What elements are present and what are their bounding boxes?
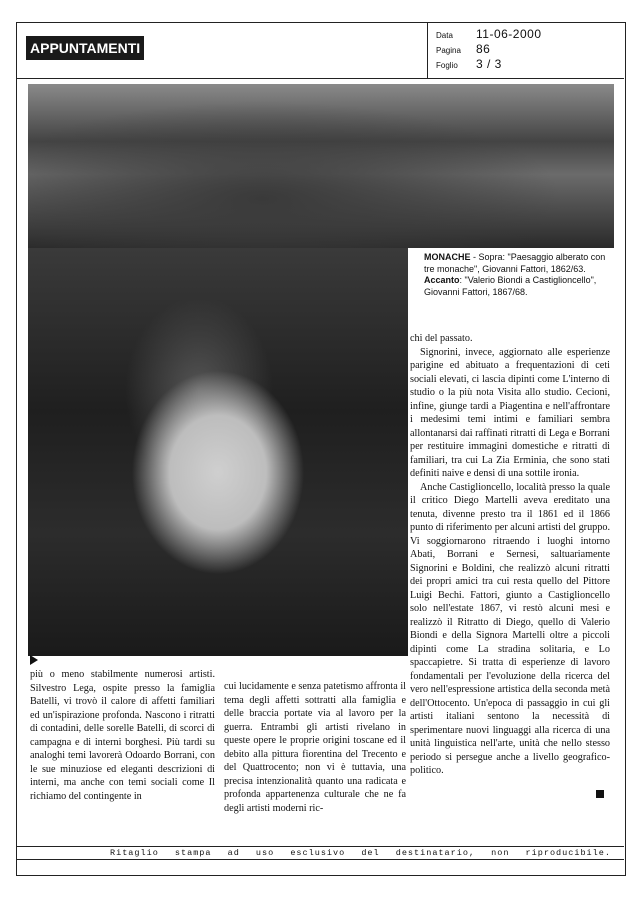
article-paragraph: più o meno stabilmente numerosi artisti. Silvestro Lega, ospite presso la famiglia Batelli, vi trovò il calore di affetti familiari ed un'ispirazione profonda. Nascono i ritratti di contadini, delle sorelle Batelli, di scorci di campagna e di interni borghesi. Più tardi su analoghi temi lavorerà Odoardo Borrani, con le sue minuziose ed eleganti descrizioni di interni, ma anche con temi sociali come Il richiamo del contingente in — [30, 669, 215, 802]
article-paragraph: cui lucidamente e senza patetismo affronta il tema degli affetti sottratti alla famiglia e delle braccia portate via al lavoro per la guerra. Entrambi gli artisti rivelano in queste opere le proprie origini toscane ed il debito alla pittura fiorentina del Trecento e del Quattrocento; non vi è tuttavia, una precisa intenzionalità quanto una radicata e profonda appartenenza culturale che ne fa degli artisti moderni ric- — [224, 681, 406, 814]
article-column-left-a — [30, 668, 215, 803]
logo-area — [16, 22, 428, 79]
painting-landscape-photo — [28, 84, 614, 248]
foglio-label: Foglio — [436, 61, 458, 70]
footer-notice: Ritaglio stampa ad uso esclusivo del destinatario, non riproducibile. — [110, 848, 611, 858]
caption-accanto: Accanto — [424, 275, 460, 285]
caption-title: MONACHE — [424, 252, 471, 262]
foglio-value: 3 / 3 — [476, 57, 502, 71]
meta-foglio-row — [436, 57, 502, 73]
data-label: Data — [436, 31, 453, 40]
end-of-article-icon — [596, 790, 604, 798]
publication-logo: APPUNTAMENTI — [26, 36, 144, 60]
article-paragraph: Signorini, invece, aggiornato alle esperienze parigine ed abituato a frequentazioni di ceti sociali elevati, ci lascia dipinti come L'interno di studio o la più nota Visita allo studio. Cecioni, infine, giunge tardi a Piagentina e nell'affrontare i medesimi temi intimi e familiari sembra allontanarsi dai raffinati ritratti di Lega e Borrani per restituire immagini domestiche e ritratti di familiari, tra cui La Zia Erminia, che sono stati definiti naive e densi di una sottile ironia. — [410, 346, 610, 479]
photo-caption — [424, 252, 610, 298]
article-paragraph: Anche Castiglioncello, località presso la quale il critico Diego Martelli aveva ereditato una tenuta, divenne presto tra il 1861 ed il 1866 punto di riferimento per alcuni artisti del gruppo. Vi soggiornarono ritraendo i luoghi intorno Abati, Borrani e Sernesi, saltuariamente Signorini e Boldini, che realizzò alcuni ritratti dei propri amici tra cui resta quello del Pittore Luigi Bechi. Fattori, giunto a Castiglioncello solo nell'estate 1867, vi restò alcuni mesi e realizzò il Ritratto di Diego, quello di Valerio Biondi e della Signora Martelli oltre a piccoli dipinti come La stradina solitaria, e Lo spaccapietre. Si tratta di esperienze di lavoro fondamentali per l'evoluzione della ricerca del vero nell'espressione artistica della seconda metà dell'Ottocento. Un'epoca di passaggio in cui gli artisti italiani sentono la necessità di sperimentare nuovi linguaggi alla ricerca di una unità linguistica nell'arte, unità che nello stesso periodo si persegue anche a livello geografico-politico. — [410, 481, 610, 776]
continuation-arrow-icon — [30, 655, 38, 665]
article-column-left-b — [224, 680, 406, 815]
header — [16, 22, 624, 78]
pagina-label: Pagina — [436, 46, 461, 55]
meta-box — [428, 22, 624, 79]
pagina-value: 86 — [476, 42, 491, 56]
article-column-right — [410, 332, 610, 778]
painting-portrait-photo — [28, 248, 408, 656]
caption-text-2: : "Valerio Biondi a Castiglioncello", Giovanni Fattori, 1867/68. — [424, 275, 597, 297]
data-value: 11-06-2000 — [476, 27, 542, 41]
meta-data-row — [436, 27, 542, 43]
meta-pagina-row — [436, 42, 490, 58]
article-paragraph: chi del passato. — [410, 333, 473, 344]
caption-text-1: - Sopra: "Paesaggio alberato con tre monache", Giovanni Fattori, 1862/63. — [424, 252, 606, 274]
